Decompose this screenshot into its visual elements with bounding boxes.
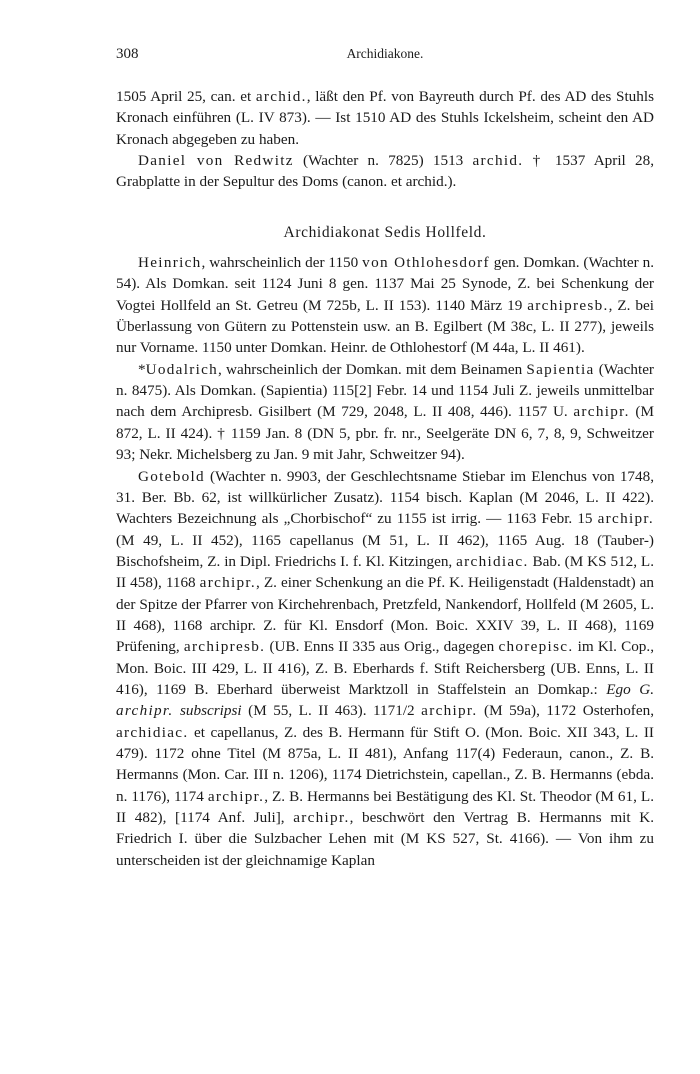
emphasized-text: subscripsi bbox=[173, 702, 242, 720]
emphasized-text: Ego G. bbox=[606, 680, 655, 698]
text-run: , wahrscheinlich der Domkan. mit dem Beinamen bbox=[218, 360, 527, 378]
text-run: (UB. Enns II 335 aus Orig., dagegen bbox=[265, 638, 499, 656]
running-head bbox=[116, 46, 654, 68]
emphasized-text: von Othlohesdorf bbox=[362, 254, 490, 272]
text-run: (M 59a), 1172 Osterhofen, bbox=[477, 702, 654, 720]
text-run: * bbox=[138, 360, 146, 378]
emphasized-text: archipr. bbox=[293, 809, 350, 826]
emphasized-text: archidiac. bbox=[456, 552, 529, 570]
running-head-title: Archidiakone. bbox=[346, 46, 424, 61]
text-run: , Z. B. Hermanns bei Bestätigung des Kl. St. Theodor (M 61, L. II 482), [1174 Anf. Juli], bbox=[116, 787, 654, 826]
emphasized-text: Uodalrich bbox=[145, 360, 219, 378]
paragraph bbox=[116, 359, 654, 466]
emphasized-text: archipr. bbox=[199, 574, 257, 592]
paragraph bbox=[116, 466, 654, 872]
text-run: , wahrscheinlich der 1150 bbox=[201, 254, 363, 272]
emphasized-text: archipr. bbox=[421, 702, 478, 720]
text-run: (Wachter n. 9903, der Geschlechtsname Stiebar im Elenchus von 1748, 31. Ber. Bb. 62, ist willkürlicher Zusatz). 1154 bisch. Kaplan (M 2046, L. II 422). Wachters Bezeichnung als „Chorbischof“ zu 1155 ist irrig. — 1163 Febr. 15 bbox=[116, 467, 654, 528]
emphasized-text: Sapientia bbox=[526, 360, 595, 378]
text-run: , Z. einer Schenkung an die Pf. K. Heiligenstadt (Haldenstadt) an der Spitze der Pfarrer von Kirchehrenbach, Pretzfeld, Nankendorf, Hollfeld (M 2605, L. II 468), 1168 archipr. Z. für Kl. Ensdorf (Mon. Boic. XXIV 39, L. II 468), 1169 Prüfening, bbox=[116, 574, 655, 656]
text-run: 1505 April 25, can. et bbox=[116, 88, 256, 105]
emphasized-text: Heinrich bbox=[138, 254, 202, 272]
emphasized-text: archipr. bbox=[116, 702, 174, 720]
emphasized-text: Daniel von Redwitz bbox=[138, 152, 294, 170]
text-run: , Z. bei Überlassung von Gütern zu Pottenstein usw. an B. Egilbert (M 38c, L. II 277), jeweils nur Vorname. 1150 unter Domkan. Heinr. de Othlohestorf (M 44a, L. II 461). bbox=[116, 296, 654, 357]
emphasized-text: archipr. bbox=[207, 787, 265, 805]
text-run: Archidiakonat Sedis Hollfeld. bbox=[283, 223, 487, 241]
text-run: gen. Domkan. (Wachter n. 54). Als Domkan. seit 1124 Juni 8 gen. 1137 Mai 25 Synode, Z. bei Schenkung der Vogtei Hollfeld an St. Getreu (M 725b, L. II 153). 1140 März 19 bbox=[116, 254, 654, 314]
emphasized-text: archipresb. bbox=[183, 638, 266, 656]
text-run: et capellanus, Z. des B. Hermann für Stift O. (Mon. Boic. XII 343, L. II 479). 1172 ohne Titel (M 875a, L. II 481), Anfang 117(4) Federaun, canon., Z. B. Hermanns (Mon. Car. III n. 1206), 1174 Dietrichstein, capellan., Z. B. Hermanns (ebda. n. 1176), 1174 bbox=[116, 723, 654, 805]
page-number: 308 bbox=[116, 46, 139, 62]
text-run: (M 872, L. II 424). † 1159 Jan. 8 (DN 5, pbr. fr. nr., Seelgeräte DN 6, 7, 8, 9, Schweitzer 93; Nekr. Michelsberg zu Jan. 9 mit Jahr, Schweitzer 94). bbox=[116, 403, 654, 464]
emphasized-text: Gotebold bbox=[138, 467, 205, 485]
paragraph bbox=[116, 150, 654, 193]
emphasized-text: archidiac. bbox=[116, 723, 189, 741]
text-run: Bab. (M KS 512, L. II 458), 1168 bbox=[116, 552, 654, 592]
text-run: (Wachter n. 7825) 1513 bbox=[293, 152, 473, 170]
text-run: , beschwört den Vertrag B. Hermanns mit K. Friedrich I. über die Sulzbacher Lehen mit (M KS 527, St. 4166). — Von ihm zu unterscheiden ist der gleichnamige Kaplan bbox=[116, 809, 654, 869]
text-run: , läßt den Pf. von Bayreuth durch Pf. des AD des Stuhls Kronach einführen (L. IV 873). — Ist 1510 AD des Stuhls Ickelsheim, scheint den AD Kronach abgegeben zu haben. bbox=[116, 88, 654, 148]
text-run: (Wachter n. 8475). Als Domkan. (Sapientia) 115[2] Febr. 14 und 1154 Juli Z. jeweils unmittelbar nach dem Archipresb. Gisilbert (M 729, 2048, L. II 408, 446). 1157 U. bbox=[116, 360, 654, 421]
emphasized-text: archipr. bbox=[597, 510, 654, 528]
emphasized-text: archid. bbox=[255, 88, 307, 105]
paragraph bbox=[116, 252, 654, 359]
text-body bbox=[116, 86, 654, 871]
text-run: im Kl. Cop., Mon. Boic. III 429, L. II 416), Z. B. Eberhards f. Stift Reichersberg (UB. Enns, L. II 416), 1169 B. Eberhard überweist Marktzoll in Staffelstein an Domkap.: bbox=[116, 638, 654, 698]
text-run: † 1537 April 28, Grabplatte in der Sepultur des Doms (canon. et archid.). bbox=[116, 152, 654, 191]
paragraph bbox=[116, 86, 654, 150]
emphasized-text: archipr. bbox=[573, 403, 630, 421]
emphasized-text: chorepisc. bbox=[498, 638, 574, 656]
text-run: (M 55, L. II 463). 1171/2 bbox=[241, 702, 422, 720]
section-heading bbox=[116, 222, 654, 243]
emphasized-text: archid. bbox=[472, 152, 524, 170]
emphasized-text: archipresb. bbox=[527, 296, 609, 314]
text-run: (M 49, L. II 452), 1165 capellanus (M 51, L. II 462), 1165 Aug. 18 (Tauber-) Bischofsheim, Z. in Dipl. Friedrichs I. f. Kl. Kitzingen, bbox=[116, 531, 654, 570]
